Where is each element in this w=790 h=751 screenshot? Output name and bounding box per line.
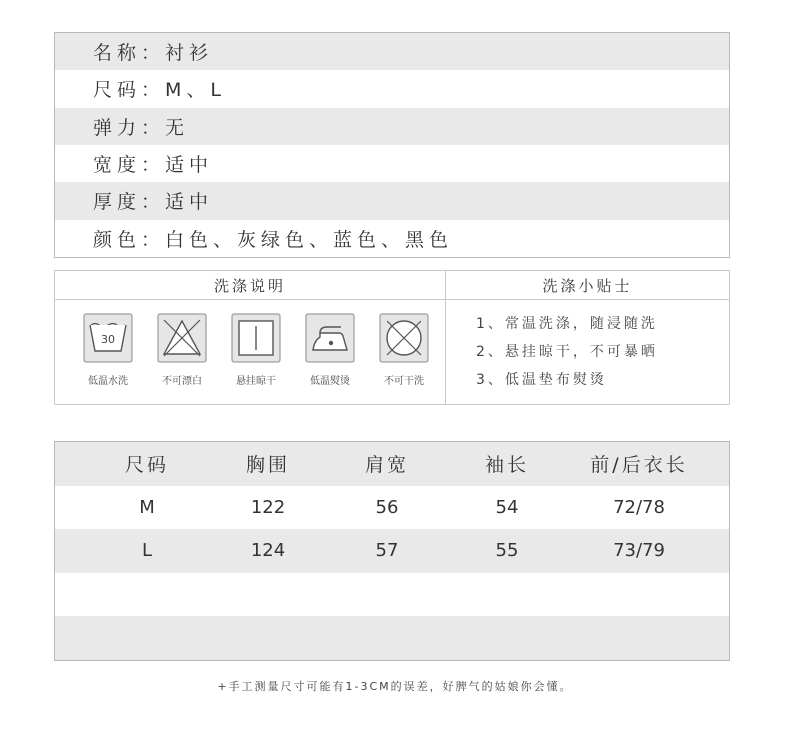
cell-sleeve: 55: [495, 540, 519, 562]
wash-tips: [446, 271, 729, 404]
table-row-empty: [55, 573, 729, 617]
wash-instructions-title: 洗涤说明: [55, 271, 445, 300]
cell-size: M: [139, 496, 155, 518]
wash-instructions: [55, 271, 446, 404]
measurement-note: +手工测量尺寸可能有1-3CM的误差，好脾气的姑娘你会懂。: [217, 680, 573, 693]
cell-shoulder: 57: [375, 540, 399, 562]
care-section: [54, 270, 730, 405]
hang-dry-icon: [231, 313, 281, 363]
care-label: 低温水洗: [88, 376, 128, 387]
care-item-wash: [71, 313, 145, 387]
header-length: 前/后衣长: [590, 454, 688, 477]
cell-chest: 122: [250, 496, 286, 518]
care-label: 低温熨烫: [310, 376, 350, 387]
attr-width: 宽度：适中: [55, 145, 729, 182]
header-shoulder: 肩宽: [364, 454, 409, 477]
header-sleeve: 袖长: [484, 454, 529, 477]
care-item-no-bleach: [145, 313, 219, 387]
size-table-header: [55, 442, 729, 486]
no-dry-clean-icon: [379, 313, 429, 363]
care-item-low-iron: [293, 313, 367, 387]
header-size: 尺码: [124, 454, 169, 477]
wash-tips-list: [446, 300, 729, 394]
care-label: 不可干洗: [384, 376, 424, 387]
wash-tip: 1、常温洗涤，随浸随洗: [476, 316, 658, 332]
product-attributes-table: [54, 32, 730, 258]
cell-chest: 124: [250, 540, 286, 562]
table-row-empty: [55, 616, 729, 660]
care-item-no-dry-clean: [367, 313, 441, 387]
cell-shoulder: 56: [375, 496, 399, 518]
low-iron-icon: [305, 313, 355, 363]
wash-tip: 3、低温垫布熨烫: [476, 372, 607, 388]
cell-length: 72/78: [613, 496, 665, 518]
header-chest: 胸围: [245, 454, 290, 477]
attr-color: 颜色：白色、灰绿色、蓝色、黑色: [55, 220, 729, 257]
cell-sleeve: 54: [495, 496, 519, 518]
attr-elasticity: 弹力：无: [55, 108, 729, 145]
wash-tips-title: 洗涤小贴士: [446, 271, 729, 300]
wash-30-icon: [83, 313, 133, 363]
attr-name: 名称：衬衫: [55, 33, 729, 70]
table-row: [55, 529, 729, 573]
wash-tip: 2、悬挂晾干，不可暴晒: [476, 344, 658, 360]
care-label: 悬挂晾干: [236, 376, 276, 387]
care-icons: [55, 300, 445, 387]
attr-size: 尺码：M、L: [55, 70, 729, 107]
wash-temp-label: 30: [101, 333, 115, 346]
size-table: [54, 441, 730, 661]
attr-thickness: 厚度：适中: [55, 182, 729, 219]
care-label: 不可漂白: [162, 376, 202, 387]
care-item-hang-dry: [219, 313, 293, 387]
table-row: [55, 486, 729, 530]
no-bleach-icon: [157, 313, 207, 363]
cell-size: L: [141, 540, 153, 562]
cell-length: 73/79: [613, 540, 665, 562]
